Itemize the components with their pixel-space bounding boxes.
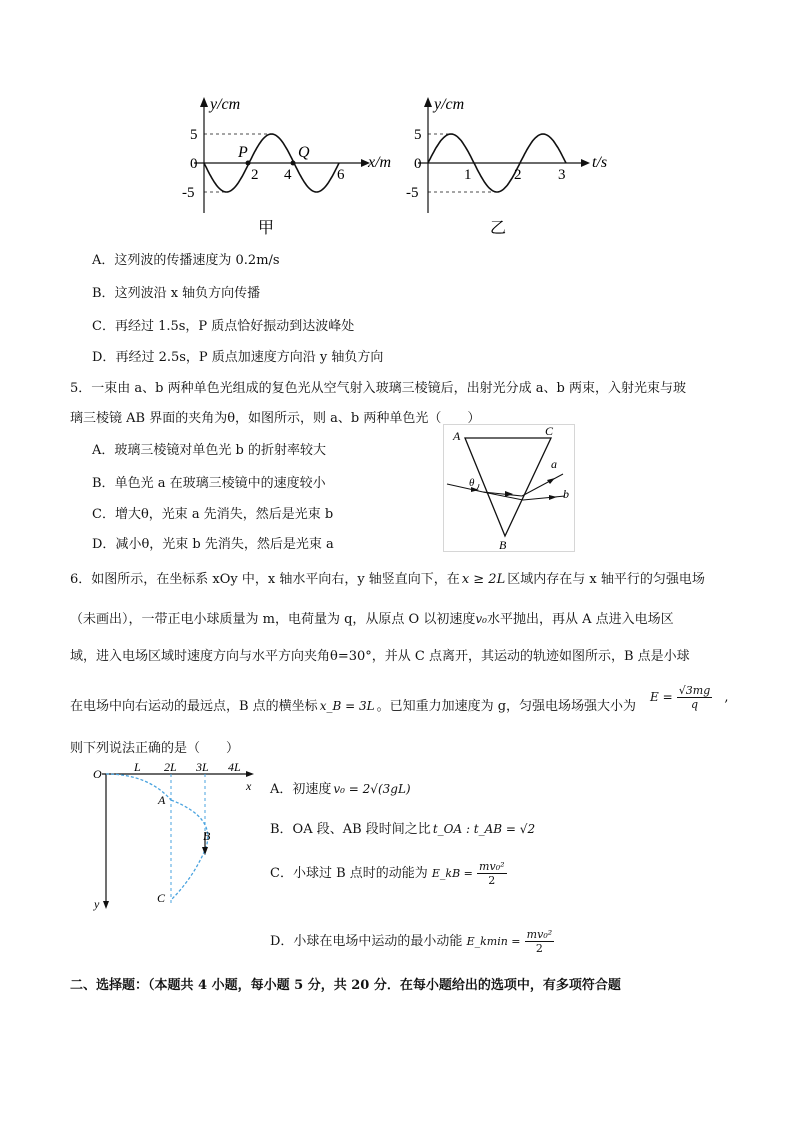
ray-label-b: b — [563, 487, 569, 501]
section2-heading: 二、选择题：（本题共 4 小题，每小题 5 分，共 20 分．在每小题给出的选项中，有多项符合题 — [70, 978, 621, 993]
q6-stem-line4: 在电场中向右运动的最远点，B 点的横坐标 x_B = 3L 。已知重力加速度为 g，匀强电场场强大小为 — [70, 699, 637, 714]
ray-label-a: a — [551, 457, 557, 471]
q6-stem-line1: 6．如图所示，在坐标系 xOy 中，x 轴水平向右，y 轴竖直向下，在 x ≥ 2L 区域内存在与 x 轴平行的匀强电场 — [70, 572, 705, 587]
q4-option-a[interactable]: A．这列波的传播速度为 0.2m/s — [92, 253, 280, 268]
q5-option-d[interactable]: D．减小θ，光束 b 先消失，然后是光束 a — [92, 537, 334, 552]
ytick-5: 5 — [190, 127, 198, 143]
tick-4L: 4L — [228, 760, 241, 774]
prism-label-b: B — [499, 538, 507, 552]
x-axis-label: x — [246, 779, 252, 793]
ylabel-jia: y/cm — [210, 96, 241, 113]
time-ratio-formula: t_OA : t_AB = √2 — [432, 822, 536, 836]
tick-3L: 3L — [196, 760, 209, 774]
prism-diagram — [443, 424, 575, 552]
ytick-neg5: -5 — [182, 185, 195, 201]
tick-L: L — [134, 760, 141, 774]
ytick-0: 0 — [190, 156, 198, 172]
v0-formula: v₀ — [475, 612, 487, 626]
prism-label-a: A — [453, 429, 461, 443]
trajectory-diagram — [88, 760, 258, 915]
ytick-0: 0 — [414, 156, 422, 172]
ylabel-yi: y/cm — [434, 96, 465, 113]
prism-label-c: C — [545, 424, 554, 438]
xlabel-jia: x/m — [368, 154, 392, 171]
ytick-neg5: -5 — [406, 185, 419, 201]
v0-option-formula: v₀ = 2√(3gL) — [333, 782, 411, 796]
q6-cond-formula: x ≥ 2L — [461, 572, 506, 587]
ttick-2: 2 — [514, 167, 522, 183]
q6-option-d[interactable]: D．小球在电场中运动的最小动能 E_kmin = $\frac{\text{mv₀²}}{2}$ — [270, 928, 553, 955]
caption-yi: 乙 — [490, 220, 507, 237]
q5-option-c[interactable]: C．增大θ，光束 a 先消失，然后是光束 b — [92, 507, 334, 522]
xtick-4: 4 — [284, 167, 292, 183]
ttick-3: 3 — [558, 167, 566, 183]
wave-graph-jia — [180, 95, 405, 240]
point-q-marker — [291, 161, 296, 166]
q6-option-c[interactable]: C．小球过 B 点时的动能为 E_kB = $\frac{\text{mv₀²}}{2}$ — [270, 860, 505, 887]
q6-stem-line5: 则下列说法正确的是（ ） — [70, 741, 240, 756]
q4-option-b[interactable]: B．这列波沿 x 轴负方向传播 — [92, 286, 261, 301]
point-c-label: C — [157, 891, 166, 905]
q5-option-b[interactable]: B．单色光 a 在玻璃三棱镜中的速度较小 — [92, 476, 326, 491]
caption-jia: 甲 — [258, 220, 275, 237]
y-axis-label: y — [94, 897, 100, 911]
theta-label: θ — [469, 477, 475, 489]
field-strength-formula: E = $\frac{√3mg}{q}$ , — [650, 684, 729, 711]
origin-label: O — [93, 767, 102, 781]
vibration-graph-yi — [400, 95, 630, 240]
ytick-5: 5 — [414, 127, 422, 143]
q5-stem-line2: 璃三棱镜 AB 界面的夹角为θ，如图所示，则 a、b 两种单色光（ ） — [70, 411, 481, 426]
point-q-label: Q — [298, 144, 310, 161]
q6-stem-line2: （未画出），一带正电小球质量为 m，电荷量为 q，从原点 O 以初速度v₀水平抛出，再从 A 点进入电场区 — [70, 612, 674, 627]
q6-stem-line3: 域，进入电场区域时速度方向与水平方向夹角θ=30°，并从 C 点离开，其运动的轨迹如图所示，B 点是小球 — [70, 649, 690, 664]
point-p-label: P — [238, 144, 248, 161]
q4-option-d[interactable]: D．再经过 2.5s，P 质点加速度方向沿 y 轴负方向 — [92, 350, 384, 365]
ttick-1: 1 — [464, 167, 472, 183]
tick-2L: 2L — [164, 760, 177, 774]
point-p-marker — [246, 161, 251, 166]
q6-option-b[interactable]: B．OA 段、AB 段时间之比 t_OA : t_AB = √2 — [270, 822, 536, 837]
q5-option-a[interactable]: A．玻璃三棱镜对单色光 b 的折射率较大 — [92, 443, 326, 458]
xtick-6: 6 — [337, 167, 345, 183]
point-a-label: A — [158, 793, 166, 807]
q6-option-a[interactable]: A．初速度 v₀ = 2√(3gL) — [270, 782, 411, 797]
q4-option-c[interactable]: C．再经过 1.5s，P 质点恰好振动到达波峰处 — [92, 319, 355, 334]
xlabel-yi: t/s — [592, 154, 608, 171]
xtick-2: 2 — [251, 167, 259, 183]
xb-formula: x_B = 3L — [319, 699, 375, 713]
q5-stem-line1: 5．一束由 a、b 两种单色光组成的复色光从空气射入玻璃三棱镜后，出射光分成 a、b 两束，入射光束与玻 — [70, 381, 686, 396]
point-b-label: B — [203, 829, 211, 843]
